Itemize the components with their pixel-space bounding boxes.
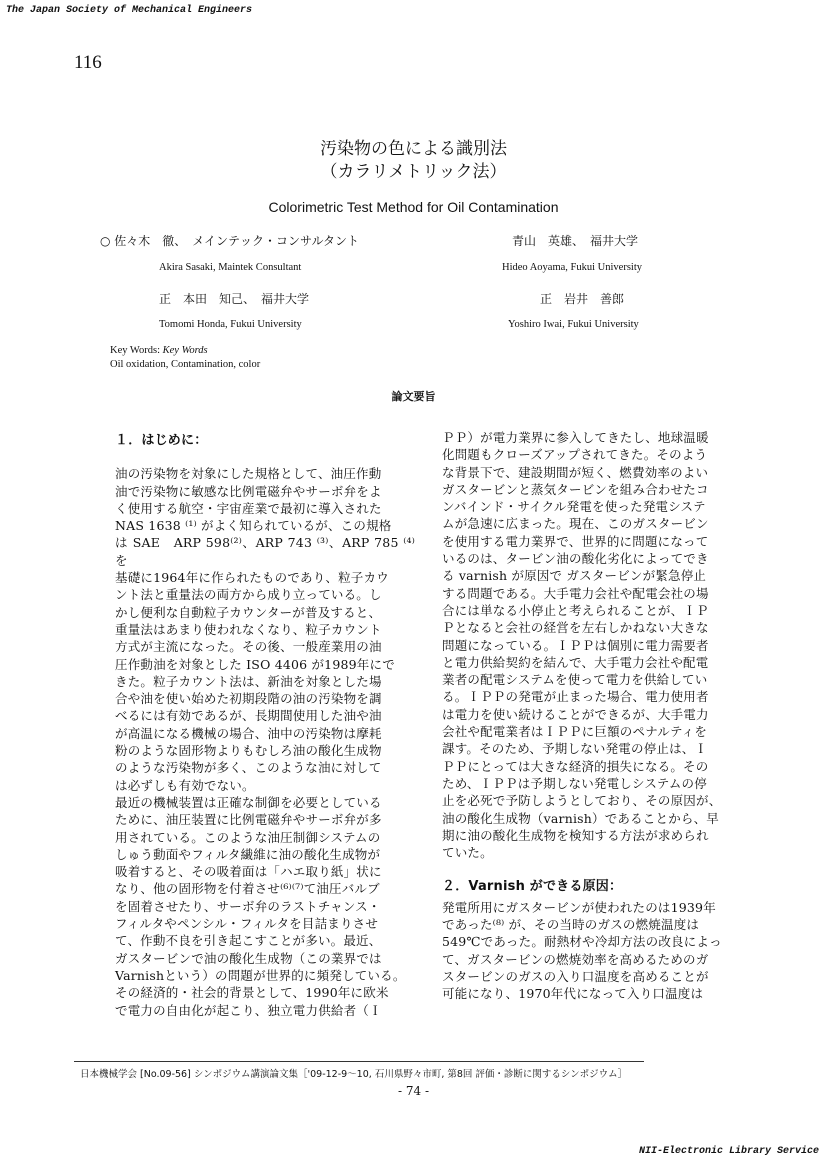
society-header: The Japan Society of Mechanical Engineers bbox=[6, 5, 253, 16]
section2-heading: ２．Varnish ができる原因： bbox=[442, 879, 623, 895]
author-3-ja: 正 本田 知己、 福井大学 bbox=[159, 292, 310, 306]
text-line: かし便利な自動粒子カウンターが普及すると、 bbox=[115, 604, 382, 620]
text-line: 重量法はあまり使われなくなり、粒子カウント bbox=[115, 621, 382, 637]
text-line: ＰＰにとっては大きな経済的損失になる。その bbox=[442, 758, 709, 774]
text-line: べるには有効であるが、長期間使用した油や油 bbox=[115, 708, 382, 724]
author-3-en: Tomomi Honda, Fukui University bbox=[159, 319, 302, 330]
text-line: なり、他の固形物を付着させ⁽⁶⁾⁽⁷⁾て油圧バルブ bbox=[115, 881, 380, 897]
text-line: Varnishという）の問題が世界的に頻発している。 bbox=[115, 967, 406, 983]
text-line: のような汚染物が多く、このような油に対して bbox=[115, 760, 382, 776]
text-line: ために、油圧装置に比例電磁弁やサーボ弁が多 bbox=[115, 812, 382, 828]
keywords-list: Oil oxidation, Contamination, color bbox=[110, 359, 261, 370]
text-line: する問題である。大手電力会社や配電会社の場 bbox=[442, 585, 709, 601]
text-line: を使用する電力業界で、世界的に問題になって bbox=[442, 533, 709, 549]
right-column-body-a bbox=[442, 429, 742, 861]
author-2-en: Hideo Aoyama, Fukui University bbox=[502, 262, 642, 273]
text-line: る。ＩＰＰの発電が止まった場合、電力使用者 bbox=[442, 689, 709, 705]
footer-page-number: - 74 - bbox=[397, 1084, 429, 1098]
text-line: は必ずしも有効でない。 bbox=[115, 777, 255, 793]
text-line: しゅう動面やフィルタ繊維に油の酸化生成物が bbox=[115, 846, 381, 862]
text-line: ント法と重量法の両方から成り立っている。し bbox=[115, 587, 382, 603]
text-line: と電力供給契約を結んで、大手電力会社や配電 bbox=[442, 654, 709, 670]
text-line: は SAE ARP 598⁽²⁾、ARP 743 ⁽³⁾、ARP 785 ⁽⁴⁾を bbox=[115, 535, 415, 568]
text-line: く使用する航空・宇宙産業で最初に導入された bbox=[115, 500, 382, 516]
text-line: る varnish が原因で ガスタービンが緊急停止 bbox=[442, 568, 707, 584]
text-line: 化問題もクローズアップされてきた。そのよう bbox=[442, 447, 708, 463]
text-line: な背景下で、建設期間が短く、燃費効率のよい bbox=[442, 464, 709, 480]
author-1-en: Akira Sasaki, Maintek Consultant bbox=[159, 262, 302, 273]
author-4-ja: 正 岩井 善郎 bbox=[540, 292, 625, 306]
conference-footer: 日本機械学会 [No.09-56] シンポジウム講演論文集［'09-12-9〜10, 石川県野々市町, 第8回 評価・診断に関するシンポジウム］ bbox=[80, 1069, 628, 1080]
title-japanese-line1: 汚染物の色による識別法 bbox=[320, 139, 507, 159]
text-line: が高温になる機械の場合、油中の汚染物は摩耗 bbox=[115, 725, 382, 741]
text-line: ガスタービンと蒸気タービンを組み合わせたコ bbox=[442, 481, 709, 497]
keywords-label-line bbox=[110, 345, 208, 356]
text-line: て、ガスタービンの燃焼効率を高めるためのガ bbox=[442, 951, 709, 967]
text-line: 合や油を使い始めた初期段階の油の汚染物を調 bbox=[115, 691, 382, 707]
text-line: いるのは、タービン油の酸化劣化によってでき bbox=[442, 551, 709, 567]
text-line: ため、ＩＰＰは予期しない発電しシステムの停 bbox=[442, 775, 707, 791]
author-1-ja: ○ 佐々木 徹、 メインテック・コンサルタント bbox=[100, 234, 359, 248]
page-number: 116 bbox=[74, 52, 102, 73]
left-column-body bbox=[115, 465, 415, 1019]
text-line: その経済的・社会的背景として、1990年に欧米 bbox=[115, 985, 389, 1001]
text-line: ていた。 bbox=[442, 845, 493, 861]
text-line: 方式が主流になった。その後、一般産業用の油 bbox=[115, 639, 382, 655]
section1-heading: １．はじめに： bbox=[115, 433, 208, 448]
text-line: 止を必死で予防しようとしており、その原因が、 bbox=[442, 793, 722, 809]
text-line: を固着させたり、サーボ弁のラストチャンス・ bbox=[115, 898, 381, 914]
text-line: 会社や配電業者はＩＰＰに巨額のペナルティを bbox=[442, 724, 708, 740]
text-line: ガスタービンで油の酸化生成物（この業界では bbox=[115, 950, 382, 966]
right-column-body-b bbox=[442, 899, 742, 1003]
text-line: 油の汚染物を対象にした規格として、油圧作動 bbox=[115, 466, 382, 482]
text-line: 油で汚染物に敏感な比例電磁弁やサーボ弁をよ bbox=[115, 483, 382, 499]
text-line: きた。粒子カウント法は、新油を対象とした場 bbox=[115, 673, 382, 689]
footer-rule bbox=[74, 1061, 644, 1062]
text-line: 業者の配電システムを使って電力を供給してい bbox=[442, 672, 708, 688]
text-line: 発電所用にガスタービンが使われたのは1939年 bbox=[442, 899, 716, 915]
keywords-label-italic: Key Words bbox=[162, 345, 208, 356]
left-column bbox=[115, 432, 415, 1019]
text-line: 用されている。このような油圧制御システムの bbox=[115, 829, 381, 845]
text-line: 吸着すると、その吸着面は「ハエ取り紙」状に bbox=[115, 864, 382, 880]
text-line: スタービンのガスの入り口温度を高めることが bbox=[442, 968, 709, 984]
title-english: Colorimetric Test Method for Oil Contamination bbox=[268, 199, 559, 215]
text-line: 課す。そのため、予期しない発電の停止は、Ｉ bbox=[442, 741, 708, 757]
text-line: 最近の機械装置は正確な制御を必要としている bbox=[115, 794, 382, 810]
text-line: 粉のような固形物よりもむしろ油の酸化生成物 bbox=[115, 743, 382, 759]
text-line: ムが急速に広まった。現在、このガスタービン bbox=[442, 516, 709, 532]
text-line: であった⁽⁸⁾ が、その当時のガスの燃焼温度は bbox=[442, 917, 700, 933]
text-line: 合には単なる小停止と考えられることが、ＩＰ bbox=[442, 602, 709, 618]
author-2-ja: 青山 英雄、 福井大学 bbox=[512, 234, 639, 248]
nii-footer: NII-Electronic Library Service bbox=[638, 1146, 819, 1157]
text-line: Ｐとなると会社の経営を左右しかねない大きな bbox=[442, 620, 709, 636]
text-line: 油の酸化生成物（varnish）であることから、早 bbox=[442, 810, 720, 826]
text-line: 問題になっている。ＩＰＰは個別に電力需要者 bbox=[442, 637, 709, 653]
text-line: で電力の自由化が起こり、独立電力供給者（Ｉ bbox=[115, 1002, 382, 1018]
text-line: NAS 1638 ⁽¹⁾ がよく知られているが、この規格 bbox=[115, 518, 392, 534]
text-line: 基礎に1964年に作られたものであり、粒子カウ bbox=[115, 570, 389, 586]
text-line: フィルタやペンシル・フィルタを目詰まりさせ bbox=[115, 916, 379, 932]
text-line: 期に油の酸化生成物を検知する方法が求められ bbox=[442, 827, 709, 843]
text-line: 圧作動油を対象とした ISO 4406 が1989年にで bbox=[115, 656, 395, 672]
text-line: 可能になり、1970年代になって入り口温度は bbox=[442, 986, 704, 1002]
text-line: ＰＰ）が電力業界に参入してきたし、地球温暖 bbox=[442, 430, 709, 445]
text-line: て、作動不良を引き起こすことが多い。最近、 bbox=[115, 933, 382, 949]
author-4-en: Yoshiro Iwai, Fukui University bbox=[508, 319, 639, 330]
text-line: 549℃であった。耐熱材や冷却方法の改良によっ bbox=[442, 934, 722, 950]
title-japanese-line2: （カラリメトリック法） bbox=[320, 162, 507, 182]
text-line: は電力を使い続けることができるが、大手電力 bbox=[442, 706, 709, 722]
keywords-label: Key Words: bbox=[110, 345, 160, 356]
abstract-label: 論文要旨 bbox=[391, 390, 436, 403]
right-column bbox=[442, 429, 742, 1003]
text-line: ンバインド・サイクル発電を使った発電システ bbox=[442, 499, 706, 515]
